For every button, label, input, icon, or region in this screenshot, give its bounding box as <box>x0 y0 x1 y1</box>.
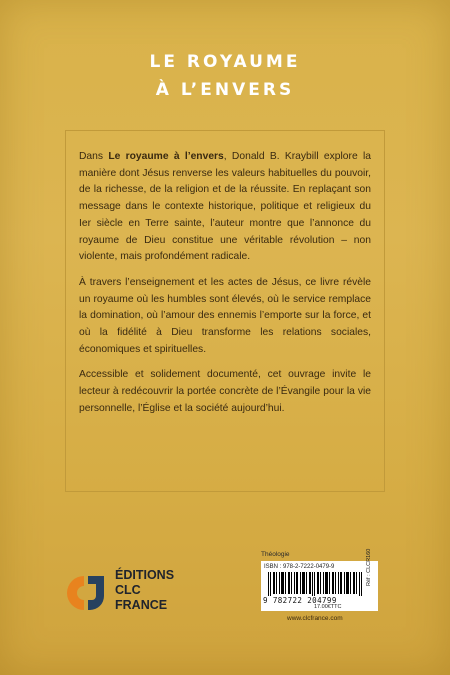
reference-label: Réf : CLCR160 <box>366 548 372 586</box>
clc-logo-icon <box>66 572 108 614</box>
book-title-line-2: À L’ENVERS <box>155 80 295 100</box>
publisher-line-3: FRANCE <box>115 598 168 612</box>
publisher-name <box>115 568 174 613</box>
barcode-icon <box>268 572 364 596</box>
blurb-paragraph-3: Accessible et solidement documenté, cet ouvrage invite le lecteur à redécouvrir la portée concrète de l’Évangile pour la vie personnelle, l’Église et la société aujourd’hui. <box>79 369 371 414</box>
blurb-p1-start: Dans <box>79 151 109 162</box>
publisher-line-1: ÉDITIONS <box>115 568 175 582</box>
website-url: www.clcfrance.com <box>287 615 343 622</box>
blurb-paragraph-2: À travers l’enseignement et les actes de Jésus, ce livre révèle un royaume où les humbles sont élevés, où le service remplace la domination, où l’amour des ennemis l’emporte sur la force, et où la fidélité à Dieu transforme les relations sociales, économiques et spirituelles. <box>79 276 371 355</box>
price-label: 17.00€TTC <box>314 604 342 610</box>
publisher-line-2: CLC <box>115 583 141 597</box>
blurb-paragraph-1 <box>79 149 371 266</box>
blurb-text <box>79 149 371 427</box>
isbn-label: ISBN : 978-2-7222-0479-9 <box>264 564 335 570</box>
blurb-p1-rest: , Donald B. Kraybill explore la manière dont Jésus renverse les valeurs habituelles du pouvoir, de la richesse, de la religion et de la réussite. En replaçant son message dans le contexte historique, politique et religieux du Ier siècle en Terre sainte, l’auteur montre que l’annonce du royaume de Dieu constitue une véritable révolution – non violente, mais profondément radicale. <box>79 151 371 263</box>
blurb-book-title: Le royaume à l’envers <box>108 151 224 162</box>
book-title-line-1: LE ROYAUME <box>149 52 301 72</box>
barcode-digits: 9 782722 204799 <box>263 596 337 605</box>
category-label: Théologie <box>261 551 290 558</box>
